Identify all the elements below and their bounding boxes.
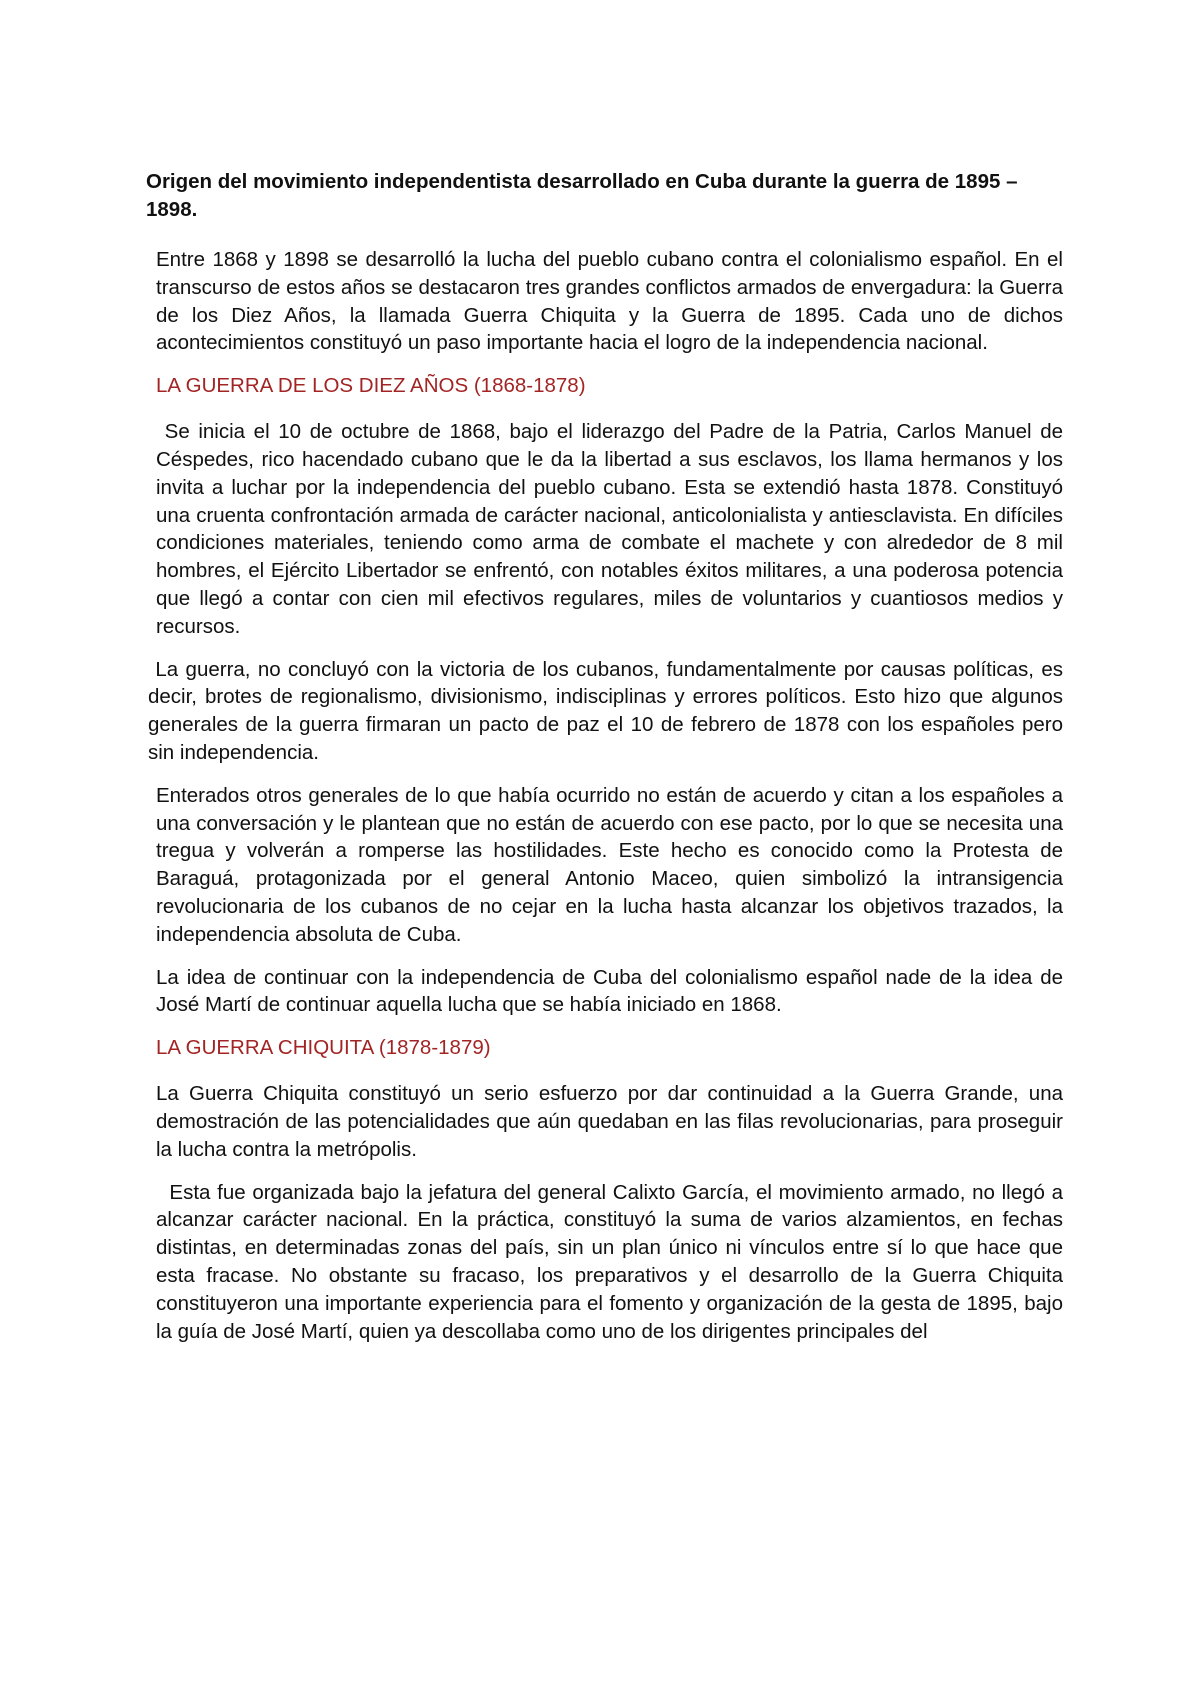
paragraph: La idea de continuar con la independencia de Cuba del colonialismo español nade de la idea de José Martí de continuar aquella lucha que se había iniciado en 1868. (156, 965, 1063, 1017)
paragraph: La Guerra Chiquita constituyó un serio esfuerzo por dar continuidad a la Guerra Grande, una demostración de las potencialidades que aún quedaban en las filas revolucionarias, para proseguir la lucha contra la metrópolis. (156, 1082, 1063, 1161)
section-heading-guerra-chiquita: LA GUERRA CHIQUITA (1878-1879) (156, 1036, 491, 1060)
paragraph: Enterados otros generales de lo que había ocurrido no están de acuerdo y citan a los españoles a una conversación y le plantean que no están de acuerdo con ese pacto, por lo que se necesita una tregua y volverán a romperse las hostilidades. Este hecho es conocido como la Protesta de Baraguá, protagonizada por el general Antonio Maceo, quien simbolizó la intransigencia revolucionaria de los cubanos de no cejar en la lucha hasta alcanzar los objetivos trazados, la independencia absoluta de Cuba. (156, 783, 1063, 946)
intro-paragraph: Entre 1868 y 1898 se desarrolló la lucha del pueblo cubano contra el colonialismo español. En el transcurso de estos años se destacaron tres grandes conflictos armados de envergadura: la Guerra de los Diez Años, la llamada Guerra Chiquita y la Guerra de 1895. Cada uno de dichos acontecimientos constituyó un paso importante hacia el logro de la independencia nacional. (156, 248, 1063, 355)
document-title: Origen del movimiento independentista desarrollado en Cuba durante la guerra de 1895 – 1898. (146, 170, 1018, 221)
section-heading-diez-anos: LA GUERRA DE LOS DIEZ AÑOS (1868-1878) (156, 374, 586, 398)
paragraph: Se inicia el 10 de octubre de 1868, bajo el liderazgo del Padre de la Patria, Carlos Manuel de Céspedes, rico hacendado cubano que le da la libertad a sus esclavos, los llama hermanos y los invita a luchar por la independencia del pueblo cubano. Esta se extendió hasta 1878. Constituyó una cruenta confrontación armada de carácter nacional, anticolonialista y antiesclavista. En difíciles condiciones materiales, teniendo como arma de combate el machete y con alrededor de 8 mil hombres, el Ejército Libertador se enfrentó, con notables éxitos militares, a una poderosa potencia que llegó a contar con cien mil efectivos regulares, miles de voluntarios y cuantiosos medios y recursos. (156, 420, 1069, 638)
document-body (146, 168, 1069, 1360)
paragraph: La guerra, no concluyó con la victoria de los cubanos, fundamentalmente por causas políticas, es decir, brotes de regionalismo, divisionismo, indisciplinas y errores políticos. Esto hizo que algunos generales de la guerra firmaran un pacto de paz el 10 de febrero de 1878 con los españoles pero sin independencia. (148, 657, 1069, 764)
paragraph: Esta fue organizada bajo la jefatura del general Calixto García, el movimiento armado, no llegó a alcanzar carácter nacional. En la práctica, constituyó la suma de varios alzamientos, en fechas distintas, en determinadas zonas del país, sin un plan único ni vínculos entre sí lo que hace que esta fracase. No obstante su fracaso, los preparativos y el desarrollo de la Guerra Chiquita constituyeron una importante experiencia para el fomento y organización de la gesta de 1895, bajo la guía de José Martí, quien ya descollaba como uno de los dirigentes principales del (156, 1180, 1069, 1343)
